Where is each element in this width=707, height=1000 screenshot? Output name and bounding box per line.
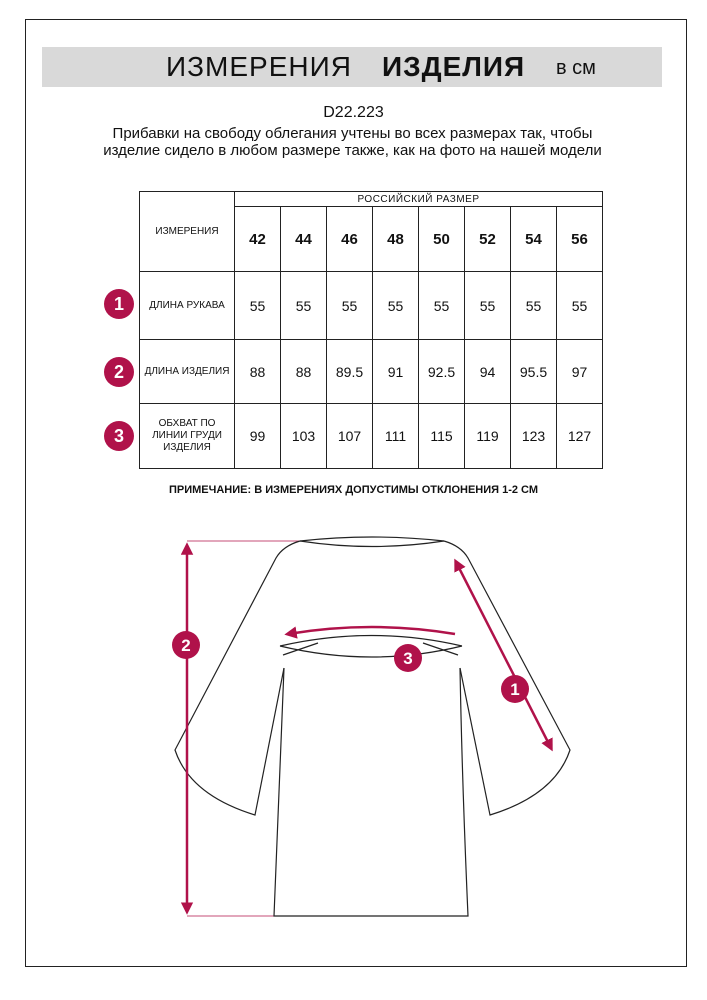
row-label: ДЛИНА РУКАВА [140, 272, 235, 340]
table-cell: 88 [235, 340, 281, 404]
table-cell: 55 [327, 272, 373, 340]
size-group-row [140, 192, 603, 207]
garment-diagram [0, 530, 707, 930]
table-cell: 127 [557, 404, 603, 469]
table-cell: 89.5 [327, 340, 373, 404]
table-cell: 55 [281, 272, 327, 340]
garment-outline [175, 537, 570, 916]
table-cell: 115 [419, 404, 465, 469]
table-cell: 55 [373, 272, 419, 340]
table-cell: 55 [511, 272, 557, 340]
row-marker-badge: 1 [104, 289, 134, 319]
table-cell: 55 [557, 272, 603, 340]
row-label: ОБХВАТ ПО ЛИНИИ ГРУДИ ИЗДЕЛИЯ [140, 404, 235, 469]
table-cell: 94 [465, 340, 511, 404]
size-header: 50 [419, 207, 465, 272]
size-header: 46 [327, 207, 373, 272]
table-row [140, 340, 603, 404]
table-cell: 111 [373, 404, 419, 469]
size-header: 54 [511, 207, 557, 272]
title-product: ИЗДЕЛИЯ [382, 51, 526, 82]
row-label: ДЛИНА ИЗДЕЛИЯ [140, 340, 235, 404]
title-measurements: ИЗМЕРЕНИЯ [166, 51, 352, 82]
measurements-header: ИЗМЕРЕНИЯ [140, 192, 235, 272]
row-marker-badge: 2 [104, 357, 134, 387]
table-cell: 119 [465, 404, 511, 469]
chest-marker-badge [394, 644, 422, 672]
size-header: 44 [281, 207, 327, 272]
table-cell: 99 [235, 404, 281, 469]
fit-description: Прибавки на свободу облегания учтены во всех размерах так, чтобы изделие сидело в любом размере также, как на фото на нашей модели [103, 125, 602, 159]
table-cell: 95.5 [511, 340, 557, 404]
table-cell: 97 [557, 340, 603, 404]
table-cell: 55 [419, 272, 465, 340]
table-cell: 91 [373, 340, 419, 404]
table-row [140, 404, 603, 469]
size-header: 56 [557, 207, 603, 272]
chest-arrow [288, 627, 455, 634]
svg-text:2: 2 [181, 636, 191, 655]
size-table [139, 191, 603, 469]
size-header: 52 [465, 207, 511, 272]
table-cell: 107 [327, 404, 373, 469]
table-row [140, 272, 603, 340]
table-cell: 55 [465, 272, 511, 340]
table-cell: 92.5 [419, 340, 465, 404]
sleeve-marker-badge [501, 675, 529, 703]
table-cell: 55 [235, 272, 281, 340]
table-cell: 88 [281, 340, 327, 404]
table-cell: 123 [511, 404, 557, 469]
product-code: D22.223 [323, 104, 384, 121]
size-group-header: РОССИЙСКИЙ РАЗМЕР [235, 192, 603, 207]
neckline-front [300, 541, 444, 547]
svg-text:3: 3 [403, 649, 413, 668]
table-cell: 103 [281, 404, 327, 469]
size-header: 48 [373, 207, 419, 272]
title-unit: в см [556, 57, 596, 79]
tolerance-note: ПРИМЕЧАНИЕ: В ИЗМЕРЕНИЯХ ДОПУСТИМЫ ОТКЛОНЕНИЯ 1-2 СМ [168, 484, 539, 496]
size-header: 42 [235, 207, 281, 272]
row-marker-badge: 3 [104, 421, 134, 451]
length-marker-badge [172, 631, 200, 659]
svg-text:1: 1 [510, 680, 520, 699]
neckline-back [300, 537, 444, 541]
